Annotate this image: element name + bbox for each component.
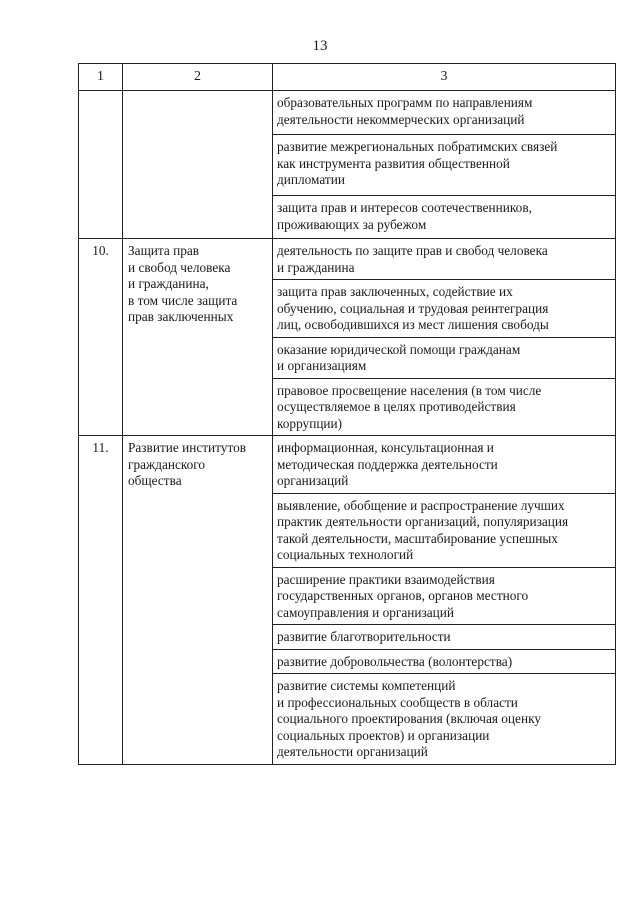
activity-cell bbox=[273, 280, 616, 338]
activity-line: защита прав и интересов соотечественников, bbox=[277, 200, 532, 215]
column-header-1: 1 bbox=[79, 64, 123, 91]
activity-text bbox=[277, 625, 611, 646]
activity-line: расширение практики взаимодействия bbox=[277, 571, 495, 587]
activity-line: коррупции) bbox=[277, 415, 343, 431]
activity-text bbox=[277, 91, 611, 128]
activity-line: развитие системы компетенций bbox=[277, 678, 456, 693]
page-number: 13 bbox=[312, 38, 328, 54]
activity-text bbox=[277, 379, 611, 433]
activity-line: и организациям bbox=[277, 358, 367, 373]
activity-line: оказание юридической помощи гражданам bbox=[277, 341, 521, 357]
activity-line: выявление, обобщение и распространение лучших bbox=[277, 497, 565, 513]
activity-line: как инструмента развития общественной bbox=[277, 155, 510, 171]
activity-line: осуществляемое в целях противодействия bbox=[277, 399, 516, 414]
activity-cell bbox=[273, 196, 616, 239]
activity-line: проживающих за рубежом bbox=[277, 216, 427, 232]
activity-line: защита прав заключенных, содействие их bbox=[277, 284, 513, 299]
activity-line: развитие благотворительности bbox=[277, 629, 451, 644]
activity-line: социальных технологий bbox=[277, 547, 414, 562]
table-row bbox=[79, 436, 616, 494]
topic-line: прав заключенных bbox=[128, 309, 234, 324]
topic-cell bbox=[123, 436, 273, 765]
activity-cell bbox=[273, 567, 616, 625]
activity-line: правовое просвещение населения (в том числе bbox=[277, 382, 542, 398]
activity-text bbox=[277, 650, 611, 671]
activity-cell bbox=[273, 378, 616, 436]
activity-line: такой деятельности, масштабирование успешных bbox=[277, 530, 558, 546]
topic-line: Защита прав bbox=[128, 243, 200, 258]
topic-cell bbox=[123, 91, 273, 239]
activity-line: и гражданина bbox=[277, 259, 355, 275]
activity-line: обучению, социальная и трудовая реинтеграция bbox=[277, 300, 549, 316]
topic-line: гражданского bbox=[128, 456, 206, 472]
activity-line: развитие межрегиональных побратимских связей bbox=[277, 139, 558, 154]
topic-line: и гражданина, bbox=[128, 276, 209, 291]
activity-text bbox=[277, 196, 611, 233]
activity-text bbox=[277, 135, 611, 189]
activity-line: самоуправления и организаций bbox=[277, 604, 454, 620]
activity-line: социального проектирования (включая оценку bbox=[277, 711, 541, 726]
activity-cell bbox=[273, 239, 616, 280]
activity-line: методическая поддержка деятельности bbox=[277, 456, 498, 472]
column-header-3: 3 bbox=[273, 64, 616, 91]
topic-line: в том числе защита bbox=[128, 292, 238, 308]
activities-table bbox=[78, 63, 616, 765]
activity-line: практик деятельности организаций, популяризация bbox=[277, 514, 569, 529]
row-number-cell: 10. bbox=[79, 239, 123, 436]
activity-text bbox=[277, 436, 611, 490]
activity-text bbox=[277, 568, 611, 622]
topic-line: и свобод человека bbox=[128, 259, 231, 275]
activity-text bbox=[277, 280, 611, 334]
activity-cell bbox=[273, 493, 616, 567]
topic-cell bbox=[123, 239, 273, 436]
activity-line: информационная, консультационная и bbox=[277, 440, 494, 455]
activity-line: деятельности некоммерческих организаций bbox=[277, 111, 525, 127]
activity-cell bbox=[273, 649, 616, 674]
activity-line: государственных органов, органов местного bbox=[277, 588, 529, 603]
activity-cell bbox=[273, 625, 616, 650]
row-number-cell: 11. bbox=[79, 436, 123, 765]
activity-cell bbox=[273, 135, 616, 196]
activity-text bbox=[277, 338, 611, 375]
topic-line: общества bbox=[128, 473, 182, 488]
column-header-2: 2 bbox=[123, 64, 273, 91]
table-row bbox=[79, 91, 616, 135]
row-number-cell bbox=[79, 91, 123, 239]
activity-text bbox=[277, 674, 611, 761]
activity-line: лиц, освободившихся из мест лишения свободы bbox=[277, 317, 549, 332]
activity-text bbox=[277, 494, 611, 564]
activity-line: дипломатии bbox=[277, 172, 345, 187]
activity-line: организаций bbox=[277, 473, 349, 488]
activity-line: деятельности организаций bbox=[277, 744, 428, 759]
table-body bbox=[79, 91, 616, 765]
activity-text bbox=[277, 239, 611, 276]
activity-cell bbox=[273, 674, 616, 765]
activity-line: развитие добровольчества (волонтерства) bbox=[277, 653, 513, 669]
activity-line: социальных проектов) и организации bbox=[277, 727, 490, 743]
activity-line: образовательных программ по направлениям bbox=[277, 95, 533, 110]
activity-line: деятельность по защите прав и свобод человека bbox=[277, 243, 548, 258]
activity-cell bbox=[273, 337, 616, 378]
activity-line: и профессиональных сообществ в области bbox=[277, 694, 518, 710]
topic-line: Развитие институтов bbox=[128, 440, 247, 455]
activity-cell bbox=[273, 91, 616, 135]
activity-cell bbox=[273, 436, 616, 494]
table-header-row bbox=[79, 64, 616, 91]
table-row bbox=[79, 239, 616, 280]
